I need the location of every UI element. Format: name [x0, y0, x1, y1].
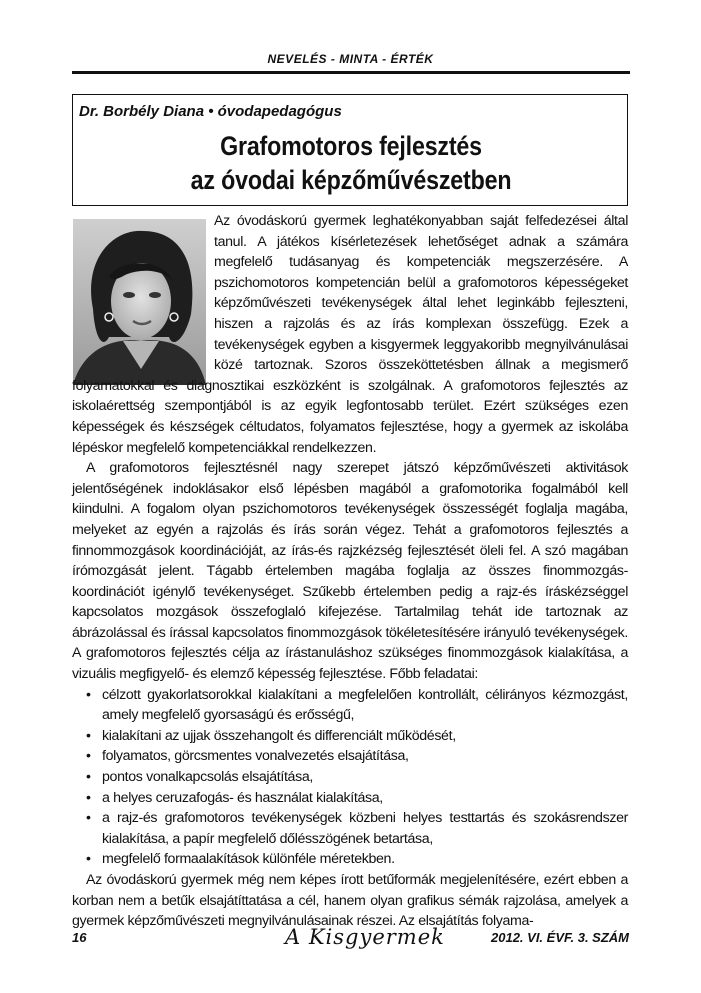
article-title-line2: az óvodai képzőművészetben — [190, 165, 512, 195]
list-item: • a rajz-és grafomotoros tevékenységek közbeni helyes testtartás és szokásrendszer kialakítása, a papír megfelelő dőlésszögének betartása, — [86, 810, 628, 847]
list-item: • folyamatos, görcsmentes vonalvezetés elsajátítása, — [86, 748, 409, 765]
title-box — [72, 94, 628, 206]
list-item: • célzott gyakorlatsorokkal kialakítani a megfelelően kontrollált, célirányos kézmozgást, amely megfelelő gyorsaságú és erősségű, — [86, 686, 628, 724]
body-paragraph: Az óvodáskorú gyermek még nem képes írott betűformák megjelenítésére, ezért ebben a korban nem a betűk elsajátíttatása a cél, hanem olyan grafikus sémák rajzolása, amelyek a gyermek képzőművészeti megnyilvánulásainak részei. Az elsajátítás folyama- — [72, 872, 628, 930]
page-number: 16 — [72, 930, 87, 945]
list-item: • a helyes ceruzafogás- és használat kialakítása, — [86, 789, 383, 806]
article-title-line1: Grafomotoros fejlesztés — [220, 131, 482, 161]
running-title: NEVELÉS - MINTA - ÉRTÉK — [267, 52, 434, 66]
author-line: Dr. Borbély Diana • óvodapedagógus — [79, 103, 342, 120]
body-paragraph: A grafomotoros fejlesztésnél nagy szerepet játszó képzőművészeti aktivitások jelentőségének indoklásakor első lépésben magából a grafomotorika fogalmából kell kiindulni. A fogalom olyan pszichomotoros tevékenységek összességét foglalja magába, melyeket az egyén a rajzolás és írás során végez. Tehát a grafomotoros fejlesztés a finnommozgások koordinációját, az írás-és rajzkézség fejlesztését öleli fel. A szó magában írómozgását jelent. Tágabb értelemben magába foglalja az összes finommozgás-koordinációt igénylő tevékenységet. Szűkebb értelemben pedig a rajz-és íráskézséggel kapcsolatos mozgások összefoglaló kifejezése. Tartalmilag tehát ide tartoznak az ábrázolással és írással kapcsolatos finommozgások tökéletesítésére irányuló tevékenységek. A grafomotoros fejlesztés célja az írástanuláshoz szükséges finommozgások kialakítása, a vizuális megfigyelő- és elemző képesség fejlesztése. Főbb feladatai: — [72, 460, 628, 683]
article-body — [72, 211, 628, 932]
issue-info: 2012. VI. ÉVF. 3. SZÁM — [491, 930, 629, 945]
header-rule — [72, 71, 630, 74]
list-item: • pontos vonalkapcsolás elsajátítása, — [86, 769, 313, 786]
task-list — [72, 685, 628, 870]
magazine-name: A Kisgyermek — [285, 925, 445, 949]
intro-paragraph: Az óvodáskorú gyermek leghatékonyabban saját felfedezései által tanul. A játékos kísérletezések lehetőséget adnak a számára megfelelő tudásanyag és kompetenciák megszerzésére. A pszichomotoros kompetencián belül a grafomotoros képességeket képzőművészeti tevékenységek által lehet leginkább fejleszteni, hiszen a rajzolás és az írás komplexan összefügg. Ezek a tevékenységek egyben a kisgyermek leggyakoribb megnyilvánulásai közé tartoznak. Szoros összeköttetésben állnak a megismerő folyamatokkal és diagnosztikai eszközként is szolgálnak. A grafomotoros fejlesztés az iskolaérettség szempontjából is az egyik legfontosabb terület. Ezért szükséges ezen képességek és készségek céltudatos, folyamatos fejlesztése, hogy a gyermek az iskolába lépéskor megfelelő kompetenciákkal rendelkezzen. — [72, 213, 628, 456]
list-item: • kialakítani az ujjak összehangolt és differenciált működését, — [86, 727, 456, 744]
list-item: • megfelelő formaalakítások különféle méretekben. — [86, 851, 395, 868]
